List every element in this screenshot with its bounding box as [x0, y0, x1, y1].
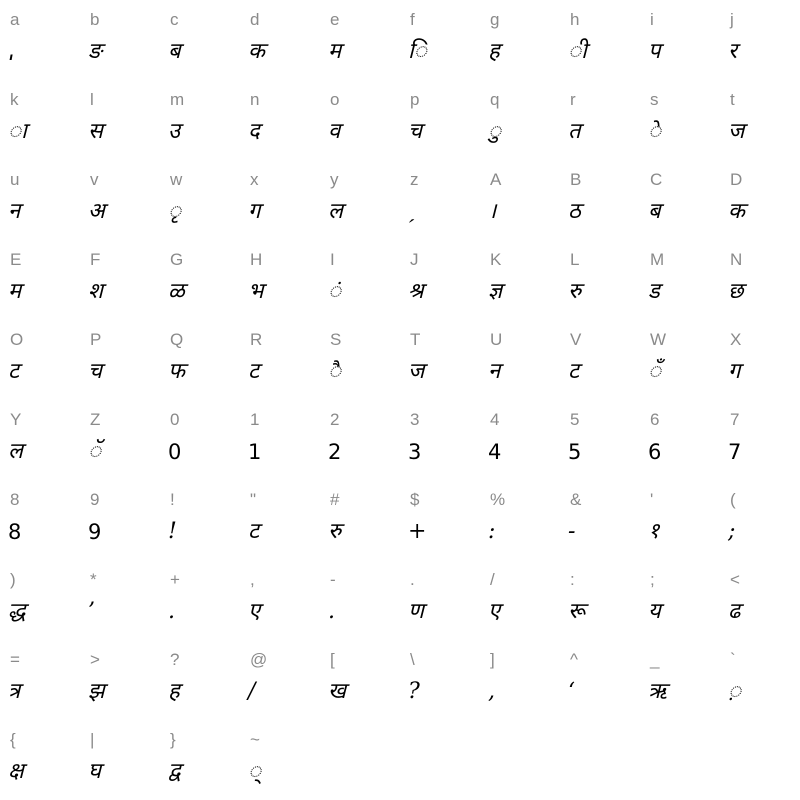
glyph-cell [640, 80, 720, 160]
glyph-sample: ह [488, 39, 500, 64]
glyph-sample: ; [728, 519, 736, 544]
glyph-sample: ट [248, 519, 260, 544]
glyph-cell [320, 0, 400, 80]
glyph-cell [80, 240, 160, 320]
glyph-sample: न [8, 199, 21, 224]
key-label: v [90, 170, 99, 189]
key-label: & [570, 490, 582, 509]
glyph-cell [720, 320, 800, 400]
glyph-cell [560, 400, 640, 480]
glyph-cell [560, 480, 640, 560]
glyph-sample: फ [168, 359, 185, 384]
key-label: P [90, 330, 102, 349]
glyph-cell [80, 480, 160, 560]
glyph-sample: झ [88, 679, 105, 704]
glyph-sample: ठ [568, 199, 581, 224]
glyph-sample: द्ध [8, 599, 26, 624]
key-label: @ [250, 650, 268, 669]
key-label: f [410, 10, 415, 29]
key-label: ` [730, 650, 736, 669]
glyph-cell [160, 400, 240, 480]
glyph-cell [80, 320, 160, 400]
key-label: a [10, 10, 20, 29]
key-label: < [730, 570, 740, 589]
glyph-cell [0, 720, 80, 800]
key-label: ^ [570, 650, 578, 669]
glyph-sample: १ [648, 519, 660, 544]
glyph-cell [80, 400, 160, 480]
glyph-cell [720, 160, 800, 240]
glyph-sample: प [648, 39, 661, 64]
key-label: { [10, 730, 16, 749]
key-label: ! [170, 490, 175, 509]
glyph-cell [0, 80, 80, 160]
glyph-sample: ल [8, 439, 23, 464]
glyph-cell [560, 640, 640, 720]
key-label: \ [410, 650, 415, 669]
key-label: O [10, 330, 24, 349]
glyph-sample: रु [328, 519, 342, 544]
glyph-sample: उ [168, 119, 181, 144]
glyph-cell [560, 560, 640, 640]
key-label: r [570, 90, 576, 109]
glyph-cell [480, 400, 560, 480]
glyph-sample: ु [488, 119, 502, 144]
glyph-sample: े [648, 119, 662, 144]
glyph-cell [240, 0, 320, 80]
glyph-sample: ट [248, 359, 260, 384]
key-label: = [10, 650, 20, 669]
key-label: - [330, 570, 336, 589]
glyph-cell [160, 720, 240, 800]
glyph-cell [80, 0, 160, 80]
glyph-sample: ’ [88, 599, 95, 624]
key-label: i [650, 10, 654, 29]
glyph-sample: ल [328, 199, 343, 224]
glyph-sample: ृ [168, 199, 182, 224]
glyph-sample: अ [88, 199, 105, 224]
key-label: E [10, 250, 22, 269]
glyph-cell [400, 240, 480, 320]
glyph-sample: ˏ [408, 199, 416, 224]
key-label: ) [10, 570, 16, 589]
key-label: b [90, 10, 100, 29]
glyph-cell [560, 320, 640, 400]
key-label: # [330, 490, 340, 509]
glyph-sample: / [248, 679, 256, 704]
key-label: _ [650, 650, 660, 669]
glyph-sample: 7 [728, 440, 742, 464]
key-label: N [730, 250, 743, 269]
key-label: 8 [10, 490, 20, 509]
glyph-sample: ़ [728, 679, 742, 704]
glyph-sample: च [408, 119, 422, 144]
key-label: K [490, 250, 502, 269]
key-label: ' [650, 490, 654, 509]
glyph-cell [640, 240, 720, 320]
glyph-sample: ज्ञ [488, 279, 503, 304]
key-label: D [730, 170, 743, 189]
glyph-cell [480, 240, 560, 320]
glyph-sample: ण [408, 599, 424, 624]
glyph-cell [720, 80, 800, 160]
key-label: j [730, 10, 734, 29]
glyph-sample: ए [488, 599, 501, 624]
glyph-sample: य [648, 599, 661, 624]
key-label: : [570, 570, 575, 589]
glyph-sample: ॅ [88, 439, 102, 464]
glyph-cell [560, 80, 640, 160]
key-label: ~ [250, 730, 260, 749]
glyph-cell [640, 400, 720, 480]
glyph-sample: ख [328, 679, 346, 704]
glyph-sample: ह [168, 679, 180, 704]
glyph-sample: श्र [408, 279, 424, 304]
glyph-cell [0, 0, 80, 80]
glyph-cell [240, 80, 320, 160]
key-label: d [250, 10, 260, 29]
glyph-cell [0, 640, 80, 720]
glyph-cell [560, 240, 640, 320]
glyph-sample: + [408, 519, 427, 544]
key-label: y [330, 170, 339, 189]
glyph-cell [720, 0, 800, 80]
glyph-sample: र [728, 39, 737, 64]
key-label: Y [10, 410, 22, 429]
glyph-cell [480, 560, 560, 640]
glyph-cell [80, 640, 160, 720]
glyph-cell [480, 160, 560, 240]
key-label: U [490, 330, 503, 349]
key-label: k [10, 90, 19, 109]
glyph-sample: ् [248, 759, 262, 784]
key-label: X [730, 330, 742, 349]
glyph-sample: ड [648, 279, 660, 304]
glyph-cell [160, 480, 240, 560]
glyph-sample: 0 [168, 440, 182, 464]
glyph-sample: ज [408, 359, 425, 384]
glyph-cell [480, 0, 560, 80]
key-label: M [650, 250, 665, 269]
glyph-sample: ङ [88, 39, 103, 64]
glyph-sample: च [88, 359, 102, 384]
glyph-cell [160, 240, 240, 320]
glyph-cell [640, 160, 720, 240]
key-label: 0 [170, 410, 180, 429]
glyph-sample: द्व [168, 759, 181, 784]
key-label: 5 [570, 410, 580, 429]
glyph-sample: ग [248, 199, 261, 224]
glyph-cell [640, 640, 720, 720]
glyph-sample: ? [408, 679, 420, 704]
glyph-cell [240, 560, 320, 640]
glyph-cell [0, 320, 80, 400]
glyph-sample: म [8, 279, 22, 304]
glyph-cell [160, 160, 240, 240]
glyph-cell [240, 160, 320, 240]
glyph-cell [80, 80, 160, 160]
glyph-sample: ढ [728, 599, 741, 624]
key-label: I [330, 250, 335, 269]
key-label: h [570, 10, 580, 29]
glyph-sample: घ [88, 759, 102, 784]
key-label: u [10, 170, 20, 189]
glyph-sample: , [488, 679, 495, 704]
key-label: B [570, 170, 582, 189]
glyph-sample: 6 [648, 440, 662, 464]
glyph-cell [320, 160, 400, 240]
glyph-sample: ˌ [8, 39, 15, 64]
key-label: s [650, 90, 659, 109]
glyph-sample: क [248, 39, 265, 64]
glyph-sample: श [88, 279, 103, 304]
key-label: e [330, 10, 340, 29]
glyph-cell [160, 80, 240, 160]
key-label: H [250, 250, 263, 269]
glyph-sample: ि [408, 39, 427, 64]
glyph-cell [0, 480, 80, 560]
glyph-cell [80, 560, 160, 640]
glyph-cell [160, 560, 240, 640]
glyph-cell [240, 240, 320, 320]
glyph-sample: म [328, 39, 342, 64]
glyph-cell [160, 0, 240, 80]
glyph-sample: ब [168, 39, 181, 64]
key-label: ] [490, 650, 495, 669]
glyph-sample: - [568, 519, 576, 544]
glyph-sample: 3 [408, 440, 422, 464]
glyph-sample: ै [328, 359, 342, 384]
glyph-cell [400, 480, 480, 560]
glyph-sample: 2 [328, 440, 342, 464]
glyph-cell [240, 720, 320, 800]
glyph-cell [240, 640, 320, 720]
key-label: 7 [730, 410, 740, 429]
key-label: ( [730, 490, 736, 509]
glyph-sample: ब [648, 199, 661, 224]
glyph-sample: ा [8, 119, 27, 144]
key-label: 1 [250, 410, 260, 429]
key-label: L [570, 250, 580, 269]
key-label: T [410, 330, 421, 349]
key-label: p [410, 90, 420, 109]
glyph-sample: भ [248, 279, 264, 304]
key-label: J [410, 250, 419, 269]
glyph-sample: 5 [568, 440, 582, 464]
glyph-sample: व [328, 119, 341, 144]
key-label: F [90, 250, 101, 269]
key-label: 3 [410, 410, 420, 429]
glyph-cell [720, 240, 800, 320]
glyph-sample: 4 [488, 440, 502, 464]
key-label: * [90, 570, 97, 589]
glyph-sample: ी [568, 39, 587, 64]
glyph-sample: ‘ [568, 679, 575, 704]
glyph-cell [160, 640, 240, 720]
glyph-cell [240, 480, 320, 560]
key-label: 2 [330, 410, 340, 429]
glyph-cell [480, 320, 560, 400]
key-label: + [170, 570, 180, 589]
key-label: x [250, 170, 259, 189]
glyph-cell [560, 160, 640, 240]
glyph-sample: ! [168, 519, 177, 544]
glyph-sample: ं [328, 279, 342, 304]
glyph-cell [400, 0, 480, 80]
key-label: } [170, 730, 176, 749]
key-label: g [490, 10, 500, 29]
glyph-cell [320, 640, 400, 720]
glyph-cell [80, 720, 160, 800]
glyph-cell [320, 400, 400, 480]
glyph-cell [720, 560, 800, 640]
glyph-cell [320, 480, 400, 560]
key-label: Z [90, 410, 101, 429]
glyph-sample: ट [568, 359, 580, 384]
glyph-cell [560, 0, 640, 80]
glyph-cell [320, 320, 400, 400]
glyph-cell [480, 80, 560, 160]
glyph-cell [0, 400, 80, 480]
glyph-cell [640, 480, 720, 560]
glyph-sample: ए [248, 599, 261, 624]
key-label: t [730, 90, 735, 109]
glyph-sample: क्ष [8, 759, 24, 784]
glyph-cell [640, 560, 720, 640]
key-label: $ [410, 490, 420, 509]
glyph-cell [240, 400, 320, 480]
glyph-sample: रू [568, 599, 586, 624]
glyph-sample: . [168, 599, 175, 624]
glyph-cell [0, 160, 80, 240]
key-label: / [490, 570, 495, 589]
glyph-sample: ळ [168, 279, 185, 304]
glyph-cell [240, 320, 320, 400]
glyph-sample: 9 [88, 520, 102, 544]
key-label: 6 [650, 410, 660, 429]
key-label: | [90, 730, 95, 749]
glyph-cell [480, 640, 560, 720]
key-label: C [650, 170, 663, 189]
key-label: c [170, 10, 179, 29]
key-label: S [330, 330, 342, 349]
glyph-cell [640, 0, 720, 80]
key-label: n [250, 90, 260, 109]
key-label: 9 [90, 490, 100, 509]
glyph-cell [400, 640, 480, 720]
glyph-cell [80, 160, 160, 240]
key-label: . [410, 570, 415, 589]
glyph-cell [720, 640, 800, 720]
glyph-cell [400, 320, 480, 400]
key-label: G [170, 250, 184, 269]
glyph-cell [480, 480, 560, 560]
glyph-sample: स [88, 119, 103, 144]
key-label: > [90, 650, 100, 669]
glyph-sample: क [728, 199, 745, 224]
glyph-cell [0, 240, 80, 320]
glyph-cell [160, 320, 240, 400]
glyph-cell [640, 320, 720, 400]
key-label: l [90, 90, 94, 109]
glyph-cell [720, 400, 800, 480]
key-label: , [250, 570, 255, 589]
glyph-sample: ज [728, 119, 745, 144]
key-label: 4 [490, 410, 500, 429]
glyph-sample: 8 [8, 520, 22, 544]
key-label: % [490, 490, 506, 509]
glyph-cell [400, 400, 480, 480]
key-label: w [170, 170, 183, 189]
glyph-sample: । [488, 199, 497, 224]
glyph-sample: ग [728, 359, 741, 384]
key-label: A [490, 170, 502, 189]
glyph-sample: द [248, 119, 260, 144]
key-label: " [250, 490, 257, 509]
glyph-sample: 1 [248, 440, 262, 464]
glyph-sample: रु [568, 279, 582, 304]
key-label: V [570, 330, 582, 349]
glyph-sample: ँ [648, 359, 662, 384]
glyph-cell [320, 80, 400, 160]
key-label: W [650, 330, 667, 349]
key-label: m [170, 90, 185, 109]
glyph-sample: छ [728, 279, 744, 304]
key-label: ? [170, 650, 180, 669]
key-label: q [490, 90, 500, 109]
glyph-cell [320, 560, 400, 640]
glyph-cell [720, 480, 800, 560]
glyph-cell [400, 560, 480, 640]
key-label: ; [650, 570, 655, 589]
glyph-sample: ट [8, 359, 20, 384]
glyph-cell [400, 80, 480, 160]
key-label: o [330, 90, 340, 109]
glyph-cell [0, 560, 80, 640]
key-label: [ [330, 650, 335, 669]
key-label: z [410, 170, 419, 189]
glyph-sample: त [568, 119, 581, 144]
glyph-sample: न [488, 359, 501, 384]
glyph-sample: : [488, 519, 496, 544]
glyph-cell [320, 240, 400, 320]
glyph-sample: ऋ [648, 679, 667, 704]
glyph-cell [400, 160, 480, 240]
glyph-sample: त्र [8, 679, 21, 704]
glyph-sample: . [328, 599, 335, 624]
key-label: R [250, 330, 263, 349]
key-label: Q [170, 330, 184, 349]
